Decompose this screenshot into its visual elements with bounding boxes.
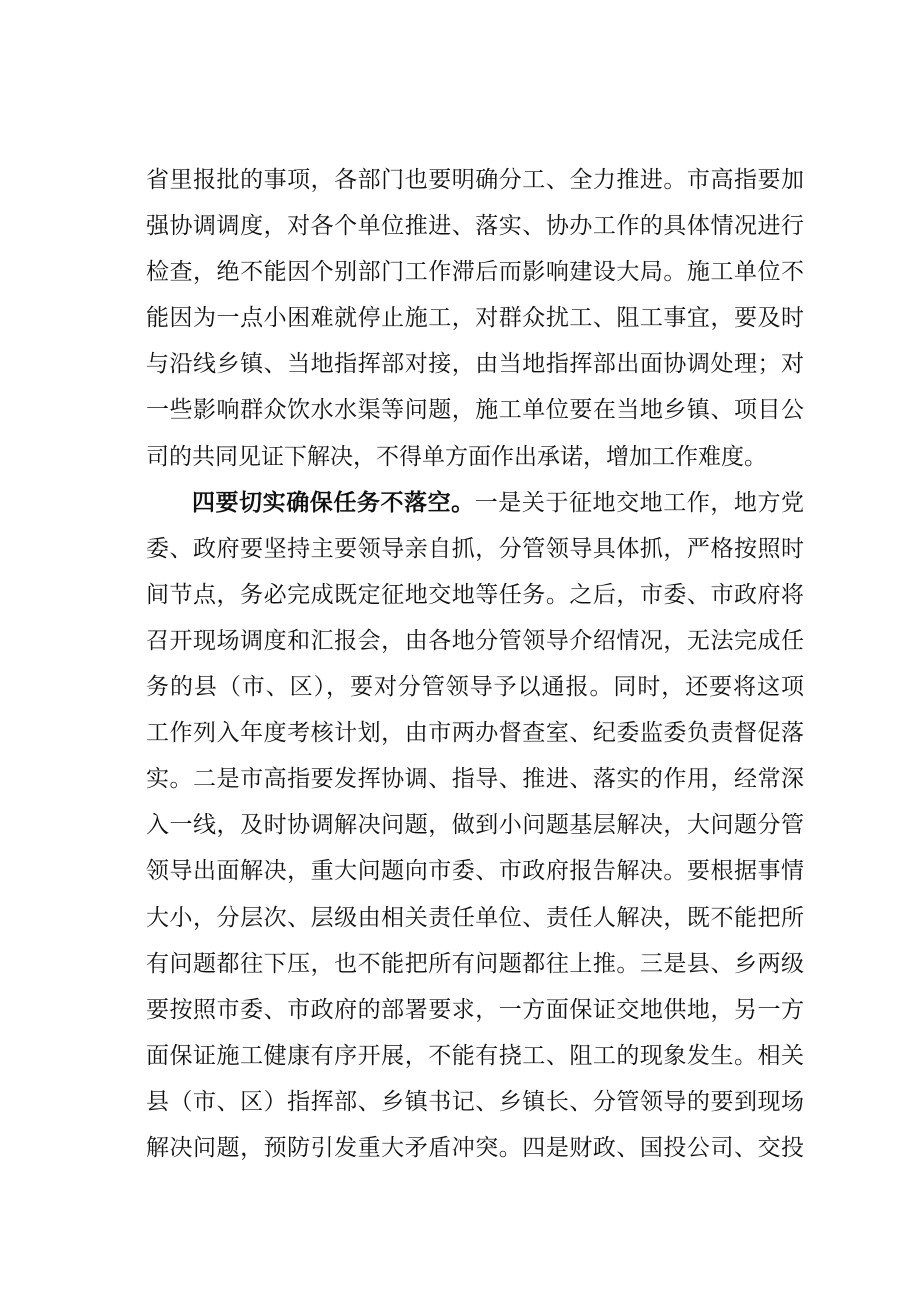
text-line: 有问题都往下压，也不能把所有问题都往上推。三是县、乡两级 [146,950,804,977]
text-line: 要按照市委、市政府的部署要求，一方面保证交地供地，另一方 [146,996,804,1023]
text-line: 务的县（市、区），要对分管领导予以通报。同时，还要将这项 [146,674,804,701]
text-line: 委、政府要坚持主要领导亲自抓，分管领导具体抓，严格按照时 [146,535,804,562]
text-line: 省里报批的事项，各部门也要明确分工、全力推进。市高指要加 [146,167,804,193]
text-line: 检查，绝不能因个别部门工作滞后而影响建设大局。施工单位不 [146,259,804,286]
text-line: 司的共同见证下解决，不得单方面作出承诺，增加工作难度。 [146,443,767,470]
text-line: 领导出面解决，重大问题向市委、市政府报告解决。要根据事情 [146,858,804,885]
text-line: 实。二是市高指要发挥协调、指导、推进、落实的作用，经常深 [146,766,804,793]
text-line: 面保证施工健康有序开展，不能有挠工、阻工的现象发生。相关 [146,1042,804,1069]
text-line: 强协调调度，对各个单位推进、落实、协办工作的具体情况进行 [146,213,804,240]
text-line: 县（市、区）指挥部、乡镇书记、乡镇长、分管领导的要到现场 [146,1088,804,1115]
text-line: 入一线，及时协调解决问题，做到小问题基层解决，大问题分管 [146,812,804,839]
section-four-paragraph [146,480,804,1171]
text-line: 能因为一点小困难就停止施工，对群众扰工、阻工事宜，要及时 [146,305,804,332]
text-line: 间节点，务必完成既定征地交地等任务。之后，市委、市政府将 [146,581,804,608]
document-body [146,157,804,1171]
text-line: 解决问题，预防引发重大矛盾冲突。四是财政、国投公司、交投 [146,1134,804,1161]
text-line: 召开现场调度和汇报会，由各地分管领导介绍情况，无法完成任 [146,627,804,654]
text-line: 工作列入年度考核计划，由市两办督查室、纪委监委负责督促落 [146,720,804,747]
paragraph-continued [146,157,804,480]
section-four-first-line [146,480,804,526]
section-four-heading: 四要切实确保任务不落空。 [192,488,475,516]
text-line: 一些影响群众饮水水渠等问题，施工单位要在当地乡镇、项目公 [146,397,804,424]
text-line: 大小，分层次、层级由相关责任单位、责任人解决，既不能把所 [146,904,804,931]
section-four-first-line-text: 一是关于征地交地工作，地方党 [474,489,805,516]
text-line: 与沿线乡镇、当地指挥部对接，由当地指挥部出面协调处理；对 [146,351,804,378]
